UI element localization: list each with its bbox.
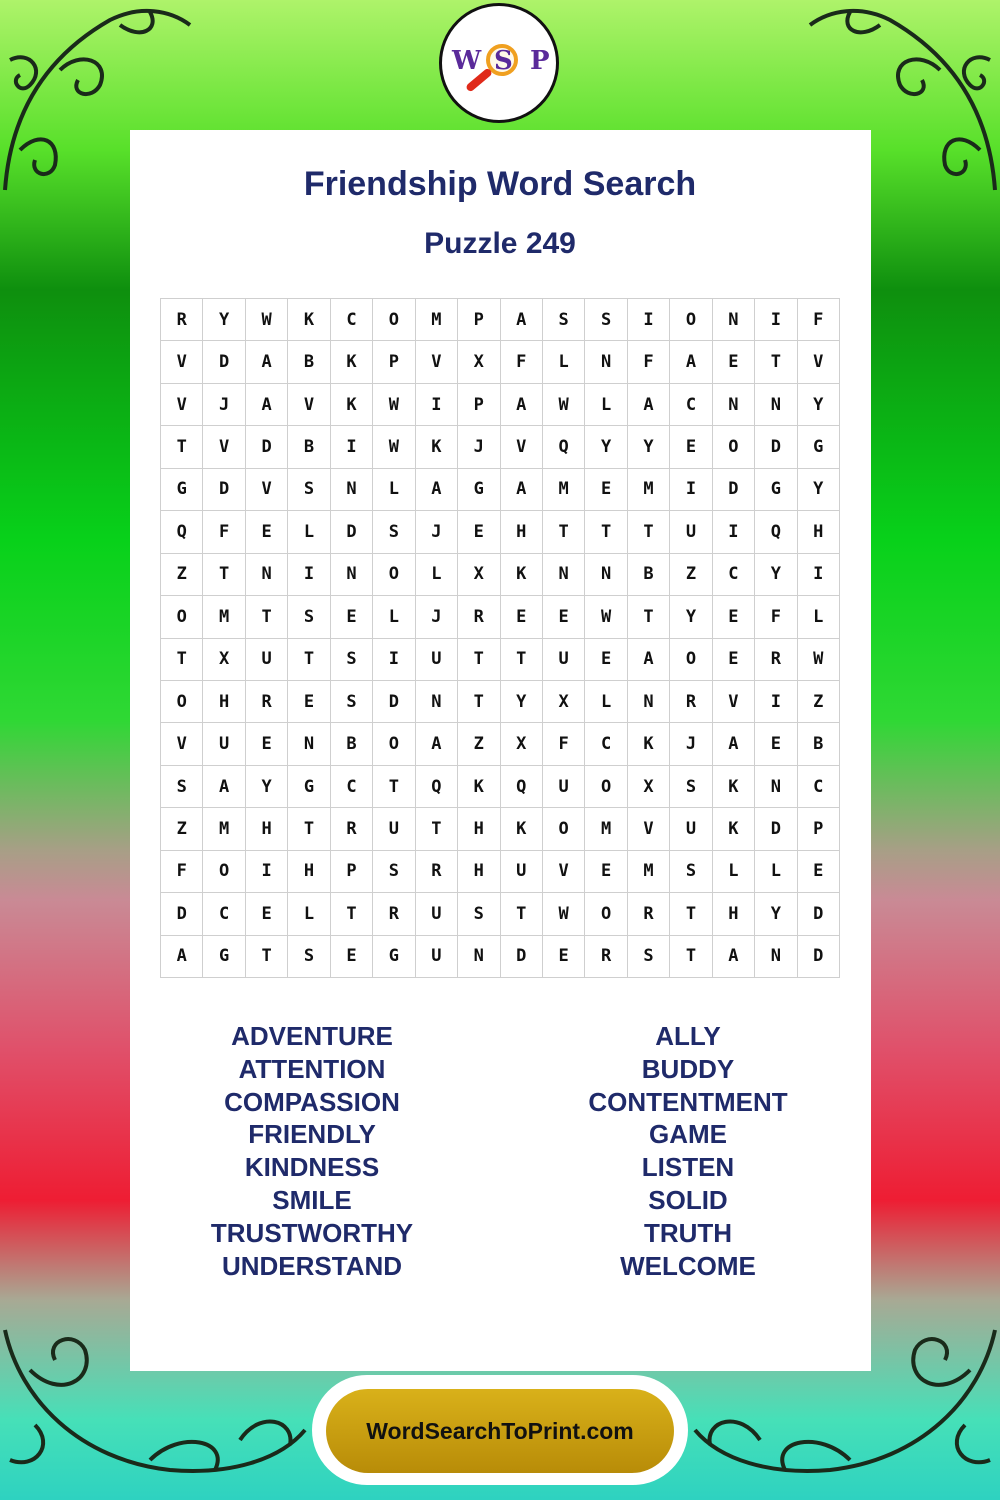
- grid-cell[interactable]: V: [203, 426, 245, 468]
- grid-cell[interactable]: K: [713, 766, 755, 808]
- grid-cell[interactable]: I: [331, 426, 373, 468]
- grid-cell[interactable]: A: [628, 639, 670, 681]
- grid-cell[interactable]: N: [628, 681, 670, 723]
- grid-cell[interactable]: E: [246, 723, 288, 765]
- grid-cell[interactable]: F: [628, 341, 670, 383]
- grid-cell[interactable]: X: [628, 766, 670, 808]
- grid-cell[interactable]: L: [585, 384, 627, 426]
- grid-cell[interactable]: T: [246, 936, 288, 978]
- grid-cell[interactable]: K: [713, 808, 755, 850]
- grid-cell[interactable]: A: [713, 936, 755, 978]
- grid-cell[interactable]: T: [585, 511, 627, 553]
- grid-cell[interactable]: R: [161, 299, 203, 341]
- grid-cell[interactable]: T: [670, 936, 712, 978]
- grid-cell[interactable]: T: [373, 766, 415, 808]
- site-logo[interactable]: [439, 3, 559, 123]
- grid-cell[interactable]: G: [798, 426, 840, 468]
- grid-cell[interactable]: C: [585, 723, 627, 765]
- grid-cell[interactable]: S: [331, 681, 373, 723]
- grid-cell[interactable]: S: [288, 936, 330, 978]
- word-list-right: [538, 1020, 838, 1282]
- grid-cell[interactable]: S: [161, 766, 203, 808]
- grid-cell[interactable]: E: [585, 851, 627, 893]
- grid-cell[interactable]: H: [458, 851, 500, 893]
- grid-cell[interactable]: L: [373, 596, 415, 638]
- grid-cell[interactable]: S: [373, 511, 415, 553]
- grid-cell[interactable]: I: [373, 639, 415, 681]
- grid-cell[interactable]: O: [713, 426, 755, 468]
- grid-cell[interactable]: D: [373, 681, 415, 723]
- grid-cell[interactable]: E: [458, 511, 500, 553]
- grid-cell[interactable]: U: [416, 893, 458, 935]
- grid-cell[interactable]: I: [713, 511, 755, 553]
- grid-cell[interactable]: M: [543, 469, 585, 511]
- grid-cell[interactable]: S: [288, 469, 330, 511]
- grid-cell[interactable]: H: [288, 851, 330, 893]
- grid-cell[interactable]: L: [755, 851, 797, 893]
- grid-cell[interactable]: E: [713, 341, 755, 383]
- grid-cell[interactable]: M: [628, 469, 670, 511]
- grid-cell[interactable]: S: [585, 299, 627, 341]
- grid-cell[interactable]: D: [501, 936, 543, 978]
- grid-cell[interactable]: S: [670, 766, 712, 808]
- grid-cell[interactable]: T: [416, 808, 458, 850]
- website-link-label: WordSearchToPrint.com: [366, 1417, 634, 1444]
- grid-cell[interactable]: O: [373, 723, 415, 765]
- grid-cell[interactable]: P: [798, 808, 840, 850]
- word-list-item: ATTENTION: [238, 1053, 386, 1084]
- grid-cell[interactable]: T: [670, 893, 712, 935]
- word-list-item: TRUSTWORTHY: [210, 1217, 414, 1248]
- grid-cell[interactable]: T: [246, 596, 288, 638]
- grid-cell[interactable]: W: [373, 426, 415, 468]
- grid-cell[interactable]: F: [755, 596, 797, 638]
- grid-cell[interactable]: U: [373, 808, 415, 850]
- grid-cell[interactable]: P: [331, 851, 373, 893]
- grid-cell[interactable]: V: [161, 384, 203, 426]
- grid-cell[interactable]: J: [416, 511, 458, 553]
- grid-cell[interactable]: D: [203, 341, 245, 383]
- grid-cell[interactable]: T: [331, 893, 373, 935]
- grid-cell[interactable]: D: [331, 511, 373, 553]
- grid-cell[interactable]: N: [246, 554, 288, 596]
- grid-cell[interactable]: U: [203, 723, 245, 765]
- grid-cell[interactable]: Q: [416, 766, 458, 808]
- grid-cell[interactable]: S: [288, 596, 330, 638]
- grid-cell[interactable]: L: [798, 596, 840, 638]
- word-list-item: ADVENTURE: [231, 1021, 393, 1051]
- word-list-item: BUDDY: [641, 1053, 735, 1084]
- grid-cell[interactable]: F: [501, 341, 543, 383]
- word-list-item: GAME: [649, 1119, 727, 1150]
- grid-cell[interactable]: A: [501, 299, 543, 341]
- grid-cell[interactable]: T: [543, 511, 585, 553]
- grid-cell[interactable]: O: [585, 893, 627, 935]
- grid-cell[interactable]: Q: [161, 511, 203, 553]
- grid-cell[interactable]: V: [288, 384, 330, 426]
- grid-cell[interactable]: A: [416, 723, 458, 765]
- grid-cell[interactable]: A: [628, 384, 670, 426]
- grid-cell[interactable]: N: [585, 554, 627, 596]
- grid-cell[interactable]: O: [161, 681, 203, 723]
- grid-cell[interactable]: E: [543, 596, 585, 638]
- grid-cell[interactable]: L: [585, 681, 627, 723]
- grid-cell[interactable]: V: [161, 723, 203, 765]
- grid-cell[interactable]: R: [670, 681, 712, 723]
- grid-cell[interactable]: P: [458, 384, 500, 426]
- grid-cell[interactable]: N: [331, 469, 373, 511]
- grid-cell[interactable]: W: [246, 299, 288, 341]
- grid-cell[interactable]: L: [288, 511, 330, 553]
- grid-cell[interactable]: T: [755, 341, 797, 383]
- grid-cell[interactable]: N: [755, 766, 797, 808]
- word-list-item: COMPASSION: [224, 1086, 400, 1117]
- grid-cell[interactable]: Q: [543, 426, 585, 468]
- grid-cell[interactable]: N: [713, 299, 755, 341]
- grid-cell[interactable]: M: [585, 808, 627, 850]
- grid-cell[interactable]: U: [416, 936, 458, 978]
- grid-cell[interactable]: V: [798, 341, 840, 383]
- grid-cell[interactable]: B: [331, 723, 373, 765]
- grid-cell[interactable]: O: [373, 554, 415, 596]
- grid-cell[interactable]: N: [288, 723, 330, 765]
- grid-cell[interactable]: E: [798, 851, 840, 893]
- grid-cell[interactable]: O: [670, 639, 712, 681]
- grid-cell[interactable]: R: [331, 808, 373, 850]
- word-list-item: FRIENDLY: [248, 1119, 376, 1150]
- grid-cell[interactable]: K: [416, 426, 458, 468]
- grid-cell[interactable]: A: [161, 936, 203, 978]
- grid-cell[interactable]: Z: [670, 554, 712, 596]
- grid-cell[interactable]: Z: [161, 554, 203, 596]
- grid-cell[interactable]: D: [755, 426, 797, 468]
- grid-cell[interactable]: T: [628, 511, 670, 553]
- logo-letter-s: S: [494, 46, 513, 76]
- grid-cell[interactable]: S: [628, 936, 670, 978]
- grid-cell[interactable]: B: [288, 426, 330, 468]
- grid-cell[interactable]: A: [501, 469, 543, 511]
- grid-cell[interactable]: J: [203, 384, 245, 426]
- grid-cell[interactable]: K: [501, 554, 543, 596]
- grid-cell[interactable]: M: [628, 851, 670, 893]
- grid-cell[interactable]: V: [713, 681, 755, 723]
- grid-cell[interactable]: M: [203, 596, 245, 638]
- grid-cell[interactable]: V: [501, 426, 543, 468]
- grid-cell[interactable]: A: [501, 384, 543, 426]
- grid-cell[interactable]: C: [203, 893, 245, 935]
- grid-cell[interactable]: W: [543, 384, 585, 426]
- grid-cell[interactable]: T: [628, 596, 670, 638]
- grid-cell[interactable]: Y: [670, 596, 712, 638]
- grid-cell[interactable]: D: [246, 426, 288, 468]
- grid-cell[interactable]: G: [755, 469, 797, 511]
- grid-cell[interactable]: D: [713, 469, 755, 511]
- grid-cell[interactable]: A: [246, 384, 288, 426]
- grid-cell[interactable]: B: [628, 554, 670, 596]
- grid-cell[interactable]: R: [458, 596, 500, 638]
- grid-cell[interactable]: R: [416, 851, 458, 893]
- grid-cell[interactable]: H: [798, 511, 840, 553]
- grid-cell[interactable]: W: [585, 596, 627, 638]
- grid-cell[interactable]: C: [713, 554, 755, 596]
- word-list-item: SOLID: [648, 1184, 728, 1215]
- grid-cell[interactable]: N: [713, 384, 755, 426]
- grid-cell[interactable]: D: [798, 936, 840, 978]
- grid-cell[interactable]: X: [501, 723, 543, 765]
- grid-cell[interactable]: E: [755, 723, 797, 765]
- word-list-item: KINDNESS: [244, 1152, 380, 1183]
- grid-cell[interactable]: A: [713, 723, 755, 765]
- grid-cell[interactable]: O: [373, 299, 415, 341]
- grid-cell[interactable]: E: [331, 596, 373, 638]
- grid-cell[interactable]: E: [331, 936, 373, 978]
- grid-cell[interactable]: T: [161, 426, 203, 468]
- grid-cell[interactable]: E: [288, 681, 330, 723]
- word-list-item: ALLY: [655, 1021, 721, 1051]
- grid-cell[interactable]: G: [161, 469, 203, 511]
- grid-cell[interactable]: C: [331, 299, 373, 341]
- grid-cell[interactable]: E: [543, 936, 585, 978]
- grid-cell[interactable]: S: [373, 851, 415, 893]
- grid-cell[interactable]: A: [246, 341, 288, 383]
- grid-cell[interactable]: E: [713, 639, 755, 681]
- grid-cell[interactable]: G: [288, 766, 330, 808]
- grid-cell[interactable]: J: [416, 596, 458, 638]
- grid-cell[interactable]: H: [501, 511, 543, 553]
- grid-cell[interactable]: M: [416, 299, 458, 341]
- grid-cell[interactable]: X: [203, 639, 245, 681]
- grid-cell[interactable]: W: [373, 384, 415, 426]
- grid-cell[interactable]: I: [755, 299, 797, 341]
- page-title: Friendship Word Search: [303, 165, 697, 203]
- grid-cell[interactable]: L: [288, 893, 330, 935]
- grid-cell[interactable]: N: [458, 936, 500, 978]
- grid-cell[interactable]: W: [543, 893, 585, 935]
- grid-cell[interactable]: Y: [585, 426, 627, 468]
- grid-cell[interactable]: U: [670, 808, 712, 850]
- grid-cell[interactable]: Z: [798, 681, 840, 723]
- grid-cell[interactable]: Q: [501, 766, 543, 808]
- grid-cell[interactable]: Z: [458, 723, 500, 765]
- logo-letter-p: P: [530, 46, 550, 76]
- grid-cell[interactable]: I: [670, 469, 712, 511]
- grid-cell[interactable]: Y: [798, 384, 840, 426]
- grid-cell[interactable]: G: [203, 936, 245, 978]
- grid-cell[interactable]: L: [416, 554, 458, 596]
- grid-cell[interactable]: Y: [755, 554, 797, 596]
- grid-cell[interactable]: O: [585, 766, 627, 808]
- grid-cell[interactable]: K: [331, 384, 373, 426]
- grid-cell[interactable]: Y: [246, 766, 288, 808]
- grid-cell[interactable]: A: [203, 766, 245, 808]
- grid-cell[interactable]: E: [246, 511, 288, 553]
- puzzle-number: Puzzle 249: [424, 227, 576, 260]
- grid-cell[interactable]: T: [288, 808, 330, 850]
- grid-cell[interactable]: U: [246, 639, 288, 681]
- grid-cell[interactable]: I: [246, 851, 288, 893]
- grid-cell[interactable]: O: [161, 596, 203, 638]
- grid-cell[interactable]: Y: [755, 893, 797, 935]
- grid-cell[interactable]: Y: [501, 681, 543, 723]
- grid-cell[interactable]: D: [203, 469, 245, 511]
- grid-cell[interactable]: T: [458, 681, 500, 723]
- grid-cell[interactable]: W: [798, 639, 840, 681]
- grid-cell[interactable]: P: [458, 299, 500, 341]
- word-list-item: UNDERSTAND: [221, 1250, 403, 1281]
- grid-cell[interactable]: E: [501, 596, 543, 638]
- word-list-item: WELCOME: [620, 1250, 756, 1281]
- grid-cell[interactable]: H: [246, 808, 288, 850]
- grid-cell[interactable]: R: [246, 681, 288, 723]
- grid-cell[interactable]: P: [373, 341, 415, 383]
- grid-cell[interactable]: I: [798, 554, 840, 596]
- grid-cell[interactable]: U: [501, 851, 543, 893]
- grid-cell[interactable]: C: [798, 766, 840, 808]
- grid-cell[interactable]: H: [203, 681, 245, 723]
- grid-cell[interactable]: C: [331, 766, 373, 808]
- grid-cell[interactable]: D: [755, 808, 797, 850]
- grid-cell[interactable]: N: [331, 554, 373, 596]
- grid-cell[interactable]: L: [543, 341, 585, 383]
- grid-cell[interactable]: L: [713, 851, 755, 893]
- grid-cell[interactable]: X: [543, 681, 585, 723]
- grid-cell[interactable]: J: [458, 426, 500, 468]
- grid-cell[interactable]: D: [161, 893, 203, 935]
- grid-cell[interactable]: Q: [755, 511, 797, 553]
- grid-cell[interactable]: E: [585, 639, 627, 681]
- word-list-item: CONTENTMENT: [588, 1086, 788, 1117]
- grid-cell[interactable]: X: [458, 554, 500, 596]
- grid-cell[interactable]: O: [543, 808, 585, 850]
- grid-cell[interactable]: F: [543, 723, 585, 765]
- grid-cell[interactable]: H: [458, 808, 500, 850]
- grid-cell[interactable]: U: [543, 766, 585, 808]
- grid-cell[interactable]: N: [755, 384, 797, 426]
- grid-cell[interactable]: G: [373, 936, 415, 978]
- grid-cell[interactable]: O: [203, 851, 245, 893]
- grid-cell[interactable]: B: [798, 723, 840, 765]
- grid-cell[interactable]: I: [628, 299, 670, 341]
- grid-cell[interactable]: Y: [798, 469, 840, 511]
- grid-cell[interactable]: S: [670, 851, 712, 893]
- grid-cell[interactable]: Z: [161, 808, 203, 850]
- grid-cell[interactable]: T: [501, 639, 543, 681]
- grid-cell[interactable]: L: [373, 469, 415, 511]
- grid-cell[interactable]: A: [670, 341, 712, 383]
- grid-cell[interactable]: E: [670, 426, 712, 468]
- grid-cell[interactable]: E: [713, 596, 755, 638]
- grid-cell[interactable]: T: [203, 554, 245, 596]
- grid-cell[interactable]: U: [543, 639, 585, 681]
- logo-letter-w: W: [452, 46, 482, 76]
- grid-cell[interactable]: S: [543, 299, 585, 341]
- grid-cell[interactable]: K: [288, 299, 330, 341]
- grid-cell[interactable]: T: [458, 639, 500, 681]
- grid-cell[interactable]: D: [798, 893, 840, 935]
- grid-cell[interactable]: K: [501, 808, 543, 850]
- grid-cell[interactable]: R: [628, 893, 670, 935]
- grid-cell[interactable]: V: [246, 469, 288, 511]
- grid-cell[interactable]: F: [798, 299, 840, 341]
- grid-cell[interactable]: K: [628, 723, 670, 765]
- word-list-item: LISTEN: [641, 1152, 735, 1183]
- grid-cell[interactable]: S: [458, 893, 500, 935]
- word-list-item: SMILE: [272, 1184, 352, 1215]
- grid-cell[interactable]: F: [161, 851, 203, 893]
- grid-cell[interactable]: T: [501, 893, 543, 935]
- grid-cell[interactable]: T: [288, 639, 330, 681]
- grid-cell[interactable]: R: [373, 893, 415, 935]
- grid-cell[interactable]: X: [458, 341, 500, 383]
- grid-cell[interactable]: N: [755, 936, 797, 978]
- word-list-item: TRUTH: [643, 1217, 733, 1248]
- grid-cell[interactable]: F: [203, 511, 245, 553]
- grid-cell[interactable]: N: [416, 681, 458, 723]
- grid-cell[interactable]: S: [331, 639, 373, 681]
- grid-cell[interactable]: J: [670, 723, 712, 765]
- grid-cell[interactable]: T: [161, 639, 203, 681]
- grid-cell[interactable]: I: [288, 554, 330, 596]
- grid-cell[interactable]: Y: [628, 426, 670, 468]
- grid-cell[interactable]: N: [543, 554, 585, 596]
- grid-cell[interactable]: Y: [203, 299, 245, 341]
- grid-cell[interactable]: V: [161, 341, 203, 383]
- grid-cell[interactable]: K: [458, 766, 500, 808]
- grid-cell[interactable]: O: [670, 299, 712, 341]
- website-link-button[interactable]: [326, 1389, 674, 1473]
- grid-cell[interactable]: I: [416, 384, 458, 426]
- grid-cell[interactable]: U: [670, 511, 712, 553]
- grid-cell[interactable]: M: [203, 808, 245, 850]
- grid-cell[interactable]: U: [416, 639, 458, 681]
- grid-cell[interactable]: C: [670, 384, 712, 426]
- grid-cell[interactable]: E: [585, 469, 627, 511]
- grid-cell[interactable]: R: [755, 639, 797, 681]
- grid-cell[interactable]: R: [585, 936, 627, 978]
- grid-cell[interactable]: H: [713, 893, 755, 935]
- letter-grid: [160, 298, 840, 978]
- grid-cell[interactable]: B: [288, 341, 330, 383]
- grid-cell[interactable]: V: [543, 851, 585, 893]
- grid-cell[interactable]: K: [331, 341, 373, 383]
- grid-cell[interactable]: G: [458, 469, 500, 511]
- grid-cell[interactable]: E: [246, 893, 288, 935]
- grid-cell[interactable]: V: [628, 808, 670, 850]
- grid-cell[interactable]: A: [416, 469, 458, 511]
- grid-cell[interactable]: I: [755, 681, 797, 723]
- grid-cell[interactable]: N: [585, 341, 627, 383]
- grid-cell[interactable]: V: [416, 341, 458, 383]
- word-list-left: [162, 1020, 462, 1282]
